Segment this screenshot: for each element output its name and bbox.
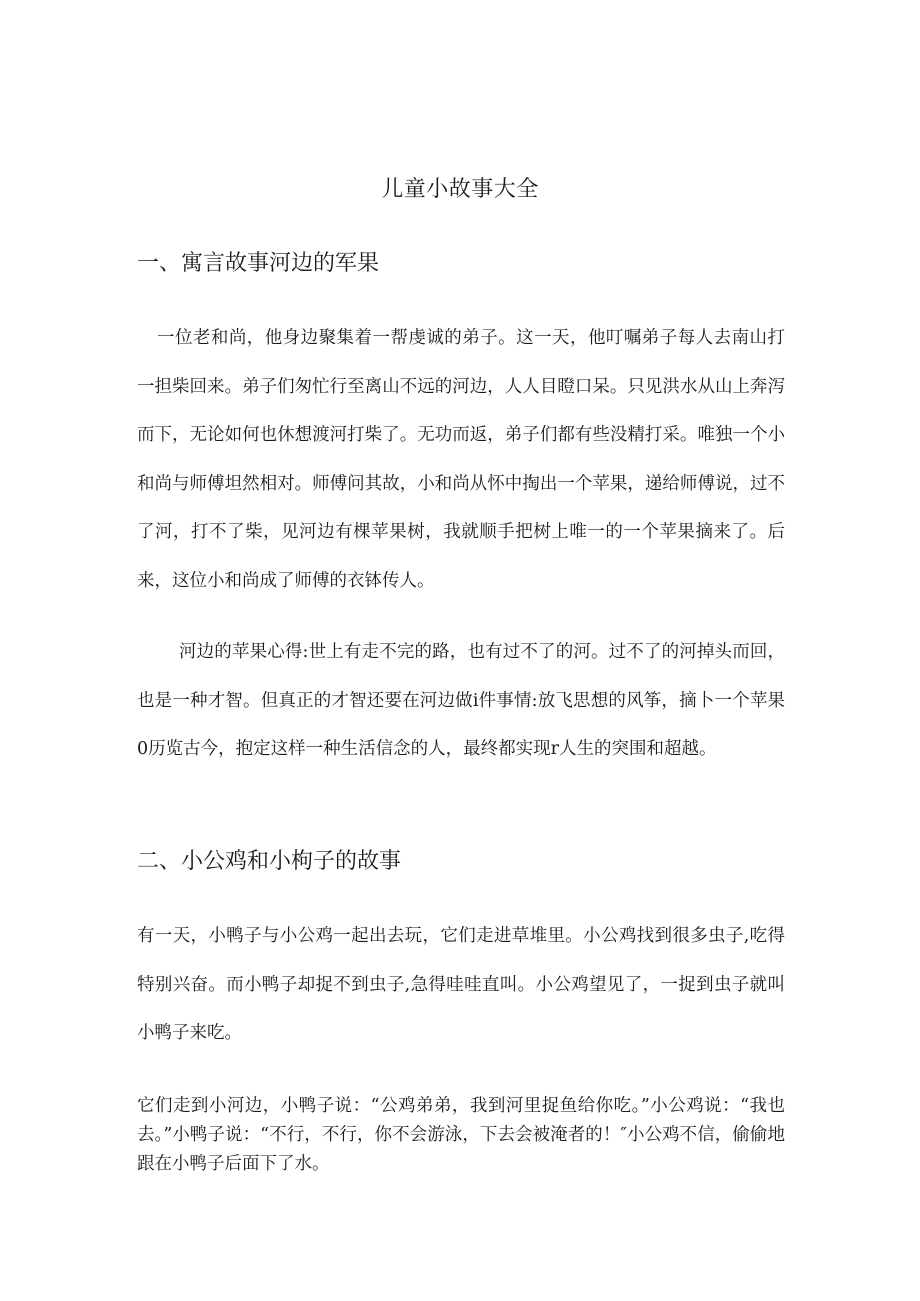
paragraph-rooster-story-2: 它们走到小河边，小鸭子说：“公鸡弟弟，我到河里捉鱼给你吃。”小公鸡说：“我也去。”小鸭子说：“不行，不行，你不会游泳，下去会被淹者的！″小公鸡不信，偷偷地跟在小鸭子后面下了水。 xyxy=(137,1096,785,1174)
section-heading-fable: 一、寓言故事河边的军果 xyxy=(137,251,380,276)
paragraph-fable-lesson: 河边的苹果心得:世上有走不完的路，也有过不了的河。过不了的河掉头而回，也是一种才智。但真正的才智还要在河边做i件事情:放飞思想的风筝，摘卜一个苹果0历览古今，抱定这样一种生活信念的人，最终都实现r人生的突围和超越。 xyxy=(137,642,785,760)
paragraph-rooster-story-1: 有一天，小鸭子与小公鸡一起出去玩，它们走进草堆里。小公鸡找到很多虫子,吃得特别兴奋。而小鸭子却捉不到虫子,急得哇哇直叫。小公鸡望见了，一捉到虫子就叫小鸭子来吃。 xyxy=(137,926,785,1044)
section-heading-rooster-story: 二、小公鸡和小枸子的故事 xyxy=(137,849,402,874)
page-title: 儿童小故事大全 xyxy=(381,177,539,202)
paragraph-fable-story: 一位老和尚，他身边聚集着一帮虔诚的弟子。这一天，他叮嘱弟子每人去南山打一担柴回来。弟子们匆忙行至离山不远的河边，人人目瞪口呆。只见洪水从山上奔泻而下，无论如何也休想渡河打柴了。无功而返，弟子们都有些没精打采。唯独一个小和尚与师傅坦然相对。师傅问其故，小和尚从怀中掏出一个苹果，递给师傅说，过不了河，打不了柴，见河边有棵苹果树，我就顺手把树上唯一的一个苹果摘来了。后来，这位小和尚成了师傅的衣钵传人。 xyxy=(137,328,785,591)
